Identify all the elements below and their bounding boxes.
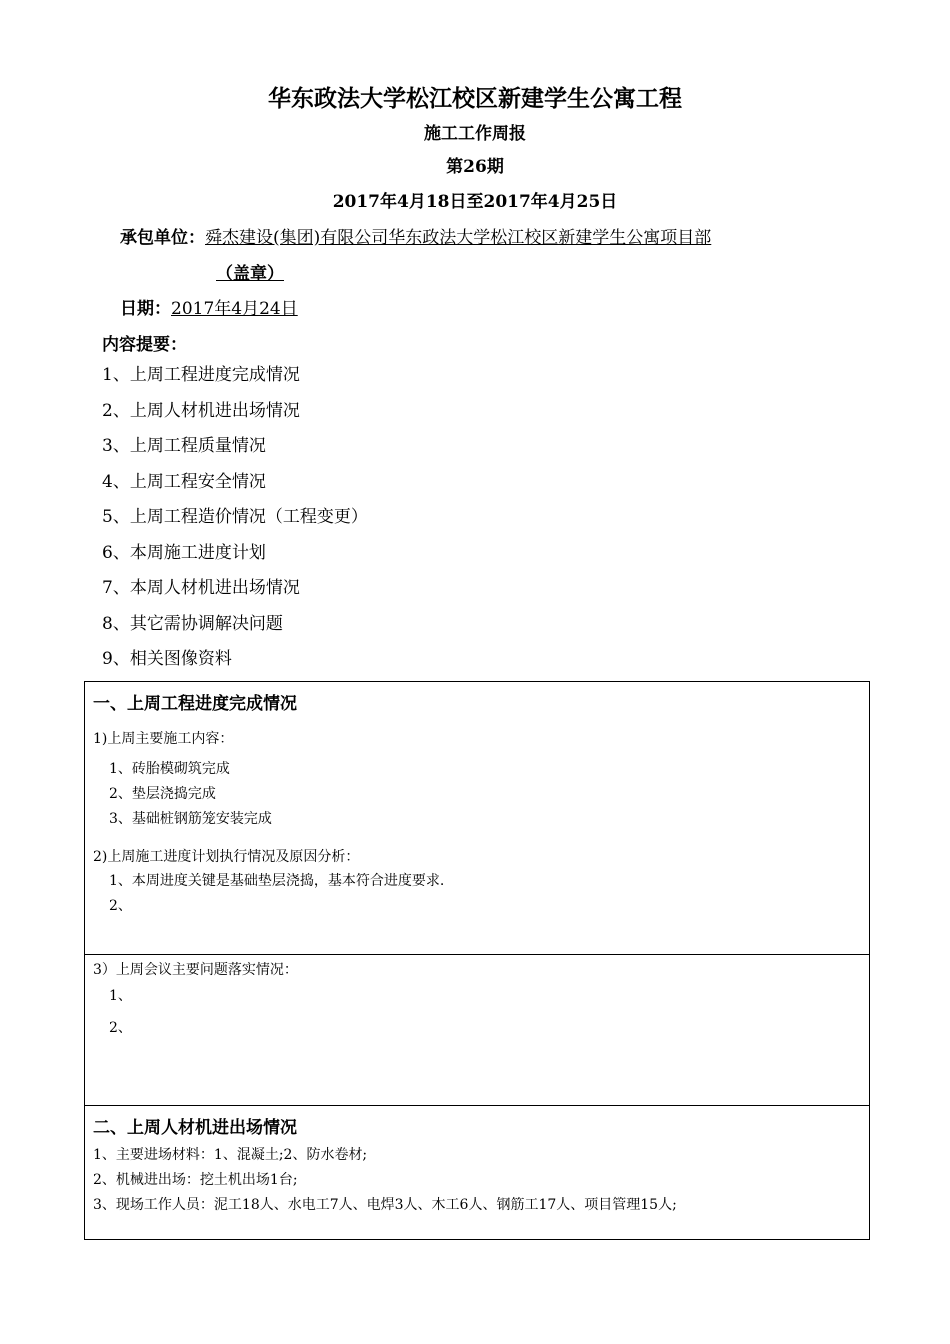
report-subtitle: 施工工作周报: [424, 124, 526, 144]
summary-item: 6、本周施工进度计划: [102, 542, 266, 563]
summary-item: 4、上周工程安全情况: [102, 471, 266, 492]
work-item: 1、砖胎模砌筑完成: [109, 761, 230, 777]
issue-number: 第26期: [446, 157, 504, 177]
summary-list: [102, 363, 368, 683]
summary-item: 7、本周人材机进出场情况: [102, 578, 300, 598]
work-content-title: 1)上周主要施工内容：: [93, 731, 234, 747]
date-label: 日期：: [120, 299, 171, 319]
date-value: 2017年4月24日: [171, 299, 298, 319]
contractor-value: 舜杰建设(集团)有限公司华东政法大学松江校区新建学生公寓项目部: [205, 228, 712, 248]
resources-line: 2、机械进出场：挖土机出场1台;: [93, 1172, 298, 1188]
report-title: 华东政法大学松江校区新建学生公寓工程: [268, 85, 682, 112]
summary-item: 9、相关图像资料: [102, 649, 232, 669]
resources-heading: 二、上周人材机进出场情况: [93, 1118, 297, 1138]
summary-item: 8、其它需协调解决问题: [102, 613, 283, 634]
summary-item: 3、上周工程质量情况: [102, 436, 266, 456]
progress-heading: 一、上周工程进度完成情况: [93, 694, 297, 714]
contractor-label: 承包单位：: [120, 228, 205, 248]
report-period: 2017年4月18日至2017年4月25日: [332, 192, 618, 212]
progress-section: [84, 681, 870, 955]
analysis-item: 1、本周进度关键是基础垫层浇捣，基本符合进度要求.: [109, 873, 445, 889]
summary-title: 内容提要：: [102, 335, 187, 355]
summary-item: 2、上周人材机进出场情况: [102, 400, 300, 421]
meeting-issues-section: [84, 954, 870, 1106]
plan-analysis-title: 2)上周施工进度计划执行情况及原因分析：: [93, 849, 360, 865]
contractor-line: [120, 223, 711, 248]
summary-item: 1、上周工程进度完成情况: [102, 365, 300, 385]
analysis-item: 2、: [109, 898, 132, 914]
work-item: 3、基础桩钢筋笼安装完成: [109, 811, 272, 827]
meeting-issues-title: 3）上周会议主要问题落实情况：: [93, 962, 298, 978]
resources-section: [84, 1105, 870, 1240]
meeting-issue-item: 2、: [109, 1020, 132, 1036]
work-item: 2、垫层浇捣完成: [109, 786, 216, 802]
date-line: [120, 294, 298, 319]
seal-note: （盖章）: [216, 264, 284, 284]
resources-line: 3、现场工作人员：泥工18人、水电工7人、电焊3人、木工6人、钢筋工17人、项目管理15人;: [93, 1197, 677, 1213]
resources-line: 1、主要进场材料：1、混凝土;2、防水卷材;: [93, 1147, 368, 1163]
meeting-issue-item: 1、: [109, 988, 132, 1004]
summary-item: 5、上周工程造价情况（工程变更）: [102, 507, 368, 527]
